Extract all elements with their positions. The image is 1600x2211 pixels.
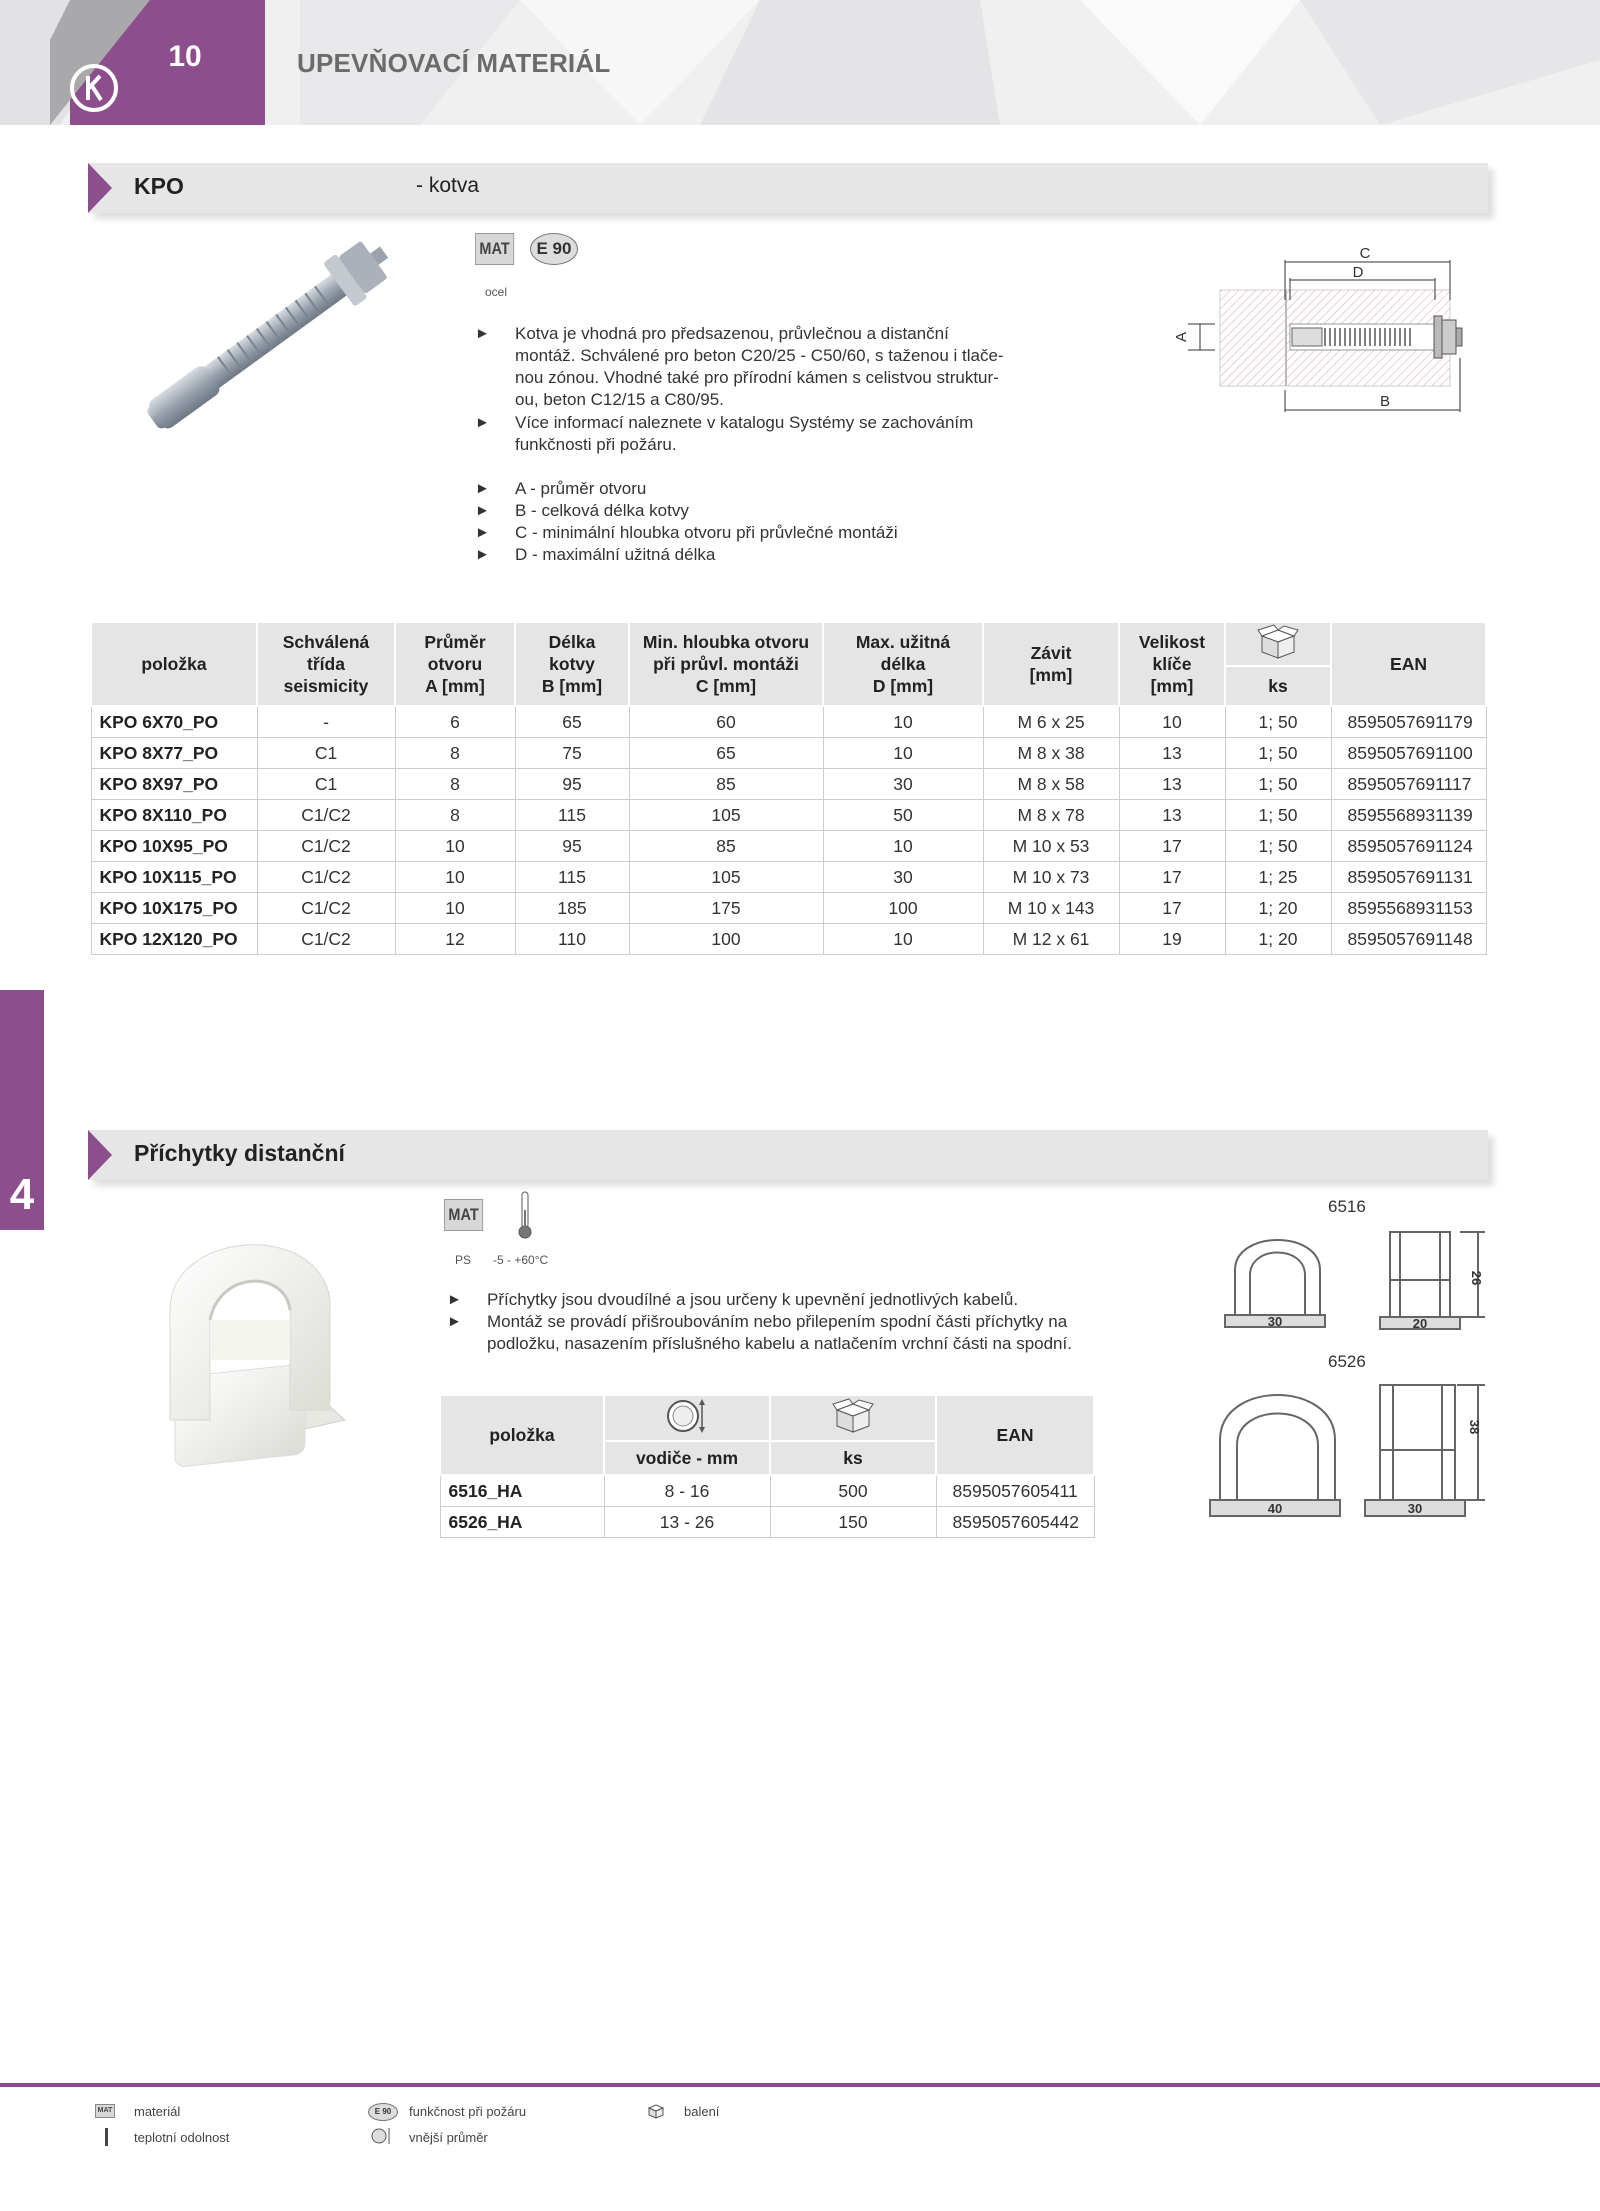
table-cell: 13 xyxy=(1119,738,1225,769)
bullet-arrow-icon: ► xyxy=(475,480,490,497)
table-cell: 115 xyxy=(515,862,629,893)
table-cell: M 6 x 25 xyxy=(983,706,1119,738)
table-cell: KPO 8X110_PO xyxy=(91,800,257,831)
clips-title: Příchytky distanční xyxy=(134,1140,345,1166)
dim-6526-h: 38 xyxy=(1467,1419,1482,1435)
kpo-subtitle: - kotva xyxy=(416,174,480,197)
table-cell: 19 xyxy=(1119,924,1225,955)
table-cell: 1; 50 xyxy=(1225,738,1331,769)
col-seismic: Schválená třída seismicity xyxy=(257,622,395,706)
table-cell: 8 xyxy=(395,769,515,800)
outer-diameter-icon xyxy=(664,1397,710,1435)
drawing-label-6516: 6516 xyxy=(1328,1197,1366,1216)
table-cell: 65 xyxy=(629,738,823,769)
kpo-title: KPO xyxy=(134,173,184,199)
chapter-tab-number: 4 xyxy=(9,1170,35,1219)
table-cell: 13 xyxy=(1119,800,1225,831)
table-cell: 150 xyxy=(770,1507,936,1538)
dim-6526-w2: 30 xyxy=(1407,1501,1423,1516)
table-row xyxy=(91,800,1486,831)
table-cell: 17 xyxy=(1119,862,1225,893)
table-cell: 185 xyxy=(515,893,629,924)
table-cell: 175 xyxy=(629,893,823,924)
table-cell: 8595057691148 xyxy=(1331,924,1486,955)
table-cell: 6516_HA xyxy=(440,1475,604,1507)
table-cell: 6 xyxy=(395,706,515,738)
table-cell: 6526_HA xyxy=(440,1507,604,1538)
table-cell: 8 xyxy=(395,738,515,769)
col-min-depth: Min. hloubka otvoru při průvl. montáži C [mm] xyxy=(629,622,823,706)
table-cell: 10 xyxy=(823,831,983,862)
bullet-line: ou, beton C12/15 a C80/95. xyxy=(515,390,724,409)
table-cell: C1/C2 xyxy=(257,800,395,831)
table-cell: 75 xyxy=(515,738,629,769)
bullet-line: montáž. Schválené pro beton C20/25 - C50/60, s taženou i tlače- xyxy=(515,346,1004,365)
dim-text: D - maximální užitná délka xyxy=(515,545,716,564)
bullet-arrow-icon: ► xyxy=(447,1313,462,1330)
table-cell: 8595057605411 xyxy=(936,1475,1094,1507)
table-cell: 110 xyxy=(515,924,629,955)
diagram-label-c: C xyxy=(1359,245,1371,262)
table-cell: 115 xyxy=(515,800,629,831)
col-item: položka xyxy=(91,622,257,706)
kpo-section-bar xyxy=(88,163,1488,213)
col-diameter-unit: vodiče - mm xyxy=(604,1441,770,1475)
col-pack-unit: ks xyxy=(1225,666,1331,706)
col-thread: Závit [mm] xyxy=(983,622,1119,706)
col-max-length: Max. užitná délka D [mm] xyxy=(823,622,983,706)
diagram-label-a: A xyxy=(1173,331,1190,343)
table-cell: 8595568931153 xyxy=(1331,893,1486,924)
table-cell: C1/C2 xyxy=(257,924,395,955)
legend-diameter: vnější průměr xyxy=(409,2130,488,2145)
table-cell: 17 xyxy=(1119,893,1225,924)
table-row xyxy=(91,924,1486,955)
bullet-line: Více informací naleznete v katalogu Systémy se zachováním xyxy=(515,413,974,432)
table-cell: C1/C2 xyxy=(257,862,395,893)
table-cell: 10 xyxy=(395,831,515,862)
diagram-label-b: B xyxy=(1379,393,1391,410)
footer-divider xyxy=(0,2083,1600,2087)
clips-product-table xyxy=(439,1394,1095,1538)
clip-6526-drawing xyxy=(1205,1375,1490,1535)
bullet-arrow-icon: ► xyxy=(475,546,490,563)
fire-rating-icon: E 90 xyxy=(368,2103,398,2121)
table-cell: 8 xyxy=(395,800,515,831)
table-cell: C1/C2 xyxy=(257,893,395,924)
table-cell: 10 xyxy=(395,893,515,924)
col-pack-icon xyxy=(770,1395,936,1441)
table-cell: 17 xyxy=(1119,831,1225,862)
table-row xyxy=(91,831,1486,862)
table-cell: 10 xyxy=(823,706,983,738)
table-cell: M 10 x 73 xyxy=(983,862,1119,893)
table-cell: M 10 x 143 xyxy=(983,893,1119,924)
bullet-arrow-icon: ► xyxy=(475,524,490,541)
table-row xyxy=(91,769,1486,800)
dim-6516-h: 26 xyxy=(1469,1270,1484,1286)
thermometer-icon xyxy=(517,1190,533,1240)
table-cell: 8 - 16 xyxy=(604,1475,770,1507)
table-cell: KPO 10X175_PO xyxy=(91,893,257,924)
table-cell: 65 xyxy=(515,706,629,738)
table-cell: KPO 10X115_PO xyxy=(91,862,257,893)
col-diameter-icon xyxy=(604,1395,770,1441)
table-cell: 13 xyxy=(1119,769,1225,800)
table-cell: KPO 8X77_PO xyxy=(91,738,257,769)
table-cell: C1/C2 xyxy=(257,831,395,862)
table-cell: 1; 25 xyxy=(1225,862,1331,893)
box-icon xyxy=(831,1398,875,1434)
table-cell: 8595057691179 xyxy=(1331,706,1486,738)
legend-packaging: balení xyxy=(684,2104,720,2119)
table-cell: 1; 20 xyxy=(1225,893,1331,924)
table-cell: 85 xyxy=(629,769,823,800)
dim-6516-w2: 20 xyxy=(1412,1316,1428,1331)
table-cell: 30 xyxy=(823,862,983,893)
table-cell: 1; 20 xyxy=(1225,924,1331,955)
kpo-product-table xyxy=(90,621,1487,955)
mat-icon: MAT xyxy=(95,2104,115,2118)
material-badge-icon: MAT xyxy=(444,1199,483,1231)
table-cell: 10 xyxy=(823,738,983,769)
table-cell: 105 xyxy=(629,800,823,831)
table-cell: KPO 8X97_PO xyxy=(91,769,257,800)
table-cell: 85 xyxy=(629,831,823,862)
fire-rating-badge-icon: E 90 xyxy=(530,233,578,265)
company-logo xyxy=(68,62,120,114)
thermometer-icon xyxy=(105,2128,108,2146)
category-title: UPEVŇOVACÍ MATERIÁL xyxy=(297,48,611,78)
page-header xyxy=(0,0,1600,125)
table-cell: 8595057691131 xyxy=(1331,862,1486,893)
bullet-arrow-icon: ► xyxy=(475,502,490,519)
table-cell: 95 xyxy=(515,769,629,800)
table-row xyxy=(440,1507,1094,1538)
bullet-arrow-icon: ► xyxy=(475,414,490,431)
section-marker-icon xyxy=(88,163,112,213)
col-ean: EAN xyxy=(936,1395,1094,1475)
kpo-material: ocel xyxy=(485,285,508,299)
table-row xyxy=(91,706,1486,738)
table-cell: 8595057691124 xyxy=(1331,831,1486,862)
col-length: Délka kotvy B [mm] xyxy=(515,622,629,706)
table-cell: 13 - 26 xyxy=(604,1507,770,1538)
clips-material: PS xyxy=(455,1253,472,1267)
table-cell: M 8 x 58 xyxy=(983,769,1119,800)
table-cell: 8595057605442 xyxy=(936,1507,1094,1538)
table-cell: - xyxy=(257,706,395,738)
dim-6526-w1: 40 xyxy=(1267,1501,1283,1516)
table-row xyxy=(91,893,1486,924)
table-row xyxy=(440,1475,1094,1507)
legend-material: materiál xyxy=(134,2104,181,2119)
table-cell: 10 xyxy=(823,924,983,955)
table-cell: 1; 50 xyxy=(1225,800,1331,831)
table-cell: 100 xyxy=(629,924,823,955)
table-cell: 10 xyxy=(1119,706,1225,738)
table-cell: 10 xyxy=(395,862,515,893)
table-cell: 50 xyxy=(823,800,983,831)
table-cell: M 10 x 53 xyxy=(983,831,1119,862)
table-cell: 105 xyxy=(629,862,823,893)
table-cell: KPO 10X95_PO xyxy=(91,831,257,862)
clip-6516-drawing xyxy=(1220,1220,1490,1340)
table-cell: 1; 50 xyxy=(1225,706,1331,738)
legend-fire: funkčnost při požáru xyxy=(409,2104,527,2119)
table-cell: 8595568931139 xyxy=(1331,800,1486,831)
clips-table-body xyxy=(440,1475,1094,1538)
table-cell: M 12 x 61 xyxy=(983,924,1119,955)
header-decoration xyxy=(0,0,1600,125)
dim-text: B - celková délka kotvy xyxy=(515,501,689,520)
cable-clip-photo xyxy=(150,1210,360,1480)
legend-temperature: teplotní odolnost xyxy=(134,2130,230,2145)
outer-diameter-icon xyxy=(370,2126,392,2146)
bullet-line: Montáž se provádí přišroubováním nebo přilepením spodní části příchytky na xyxy=(487,1312,1068,1331)
table-cell: 30 xyxy=(823,769,983,800)
box-icon xyxy=(646,2102,666,2120)
page-number: 10 xyxy=(168,40,202,73)
table-cell: 60 xyxy=(629,706,823,738)
table-cell: M 8 x 38 xyxy=(983,738,1119,769)
table-cell: 500 xyxy=(770,1475,936,1507)
table-cell: KPO 6X70_PO xyxy=(91,706,257,738)
clips-temp-range: -5 - +60°C xyxy=(493,1253,549,1267)
col-hole: Průměr otvoru A [mm] xyxy=(395,622,515,706)
anchor-bolt-photo xyxy=(115,230,425,440)
table-cell: 1; 50 xyxy=(1225,831,1331,862)
table-cell: KPO 12X120_PO xyxy=(91,924,257,955)
table-cell: 8595057691117 xyxy=(1331,769,1486,800)
diagram-label-d: D xyxy=(1352,264,1364,281)
col-pack-icon xyxy=(1225,622,1331,666)
section-marker-icon xyxy=(88,1130,112,1180)
col-ean: EAN xyxy=(1331,622,1486,706)
anchor-dimension-diagram xyxy=(1170,240,1500,420)
drawing-label-6526: 6526 xyxy=(1328,1352,1366,1371)
table-cell: 1; 50 xyxy=(1225,769,1331,800)
table-row xyxy=(91,862,1486,893)
bullet-line: funkčnosti při požáru. xyxy=(515,435,677,454)
table-cell: 12 xyxy=(395,924,515,955)
table-cell: 95 xyxy=(515,831,629,862)
col-key: Velikost klíče [mm] xyxy=(1119,622,1225,706)
table-cell: C1 xyxy=(257,769,395,800)
bullet-arrow-icon: ► xyxy=(475,325,490,342)
table-cell: 100 xyxy=(823,893,983,924)
dim-6516-w1: 30 xyxy=(1267,1314,1283,1329)
bullet-line: Kotva je vhodná pro předsazenou, průvlečnou a distanční xyxy=(515,324,949,343)
box-icon xyxy=(1256,624,1300,660)
bullet-line: podložku, nasazením příslušného kabelu a natlačením vrchní části na spodní. xyxy=(487,1334,1072,1353)
clips-section-bar xyxy=(88,1130,1488,1180)
dim-text: A - průměr otvoru xyxy=(515,479,647,498)
table-cell: 8595057691100 xyxy=(1331,738,1486,769)
table-cell: C1 xyxy=(257,738,395,769)
table-cell: M 8 x 78 xyxy=(983,800,1119,831)
bullet-arrow-icon: ► xyxy=(447,1291,462,1308)
col-item: položka xyxy=(440,1395,604,1475)
material-badge-icon: MAT xyxy=(475,233,514,265)
col-pack-unit: ks xyxy=(770,1441,936,1475)
table-row xyxy=(91,738,1486,769)
bullet-line: Příchytky jsou dvoudílné a jsou určeny k upevnění jednotlivých kabelů. xyxy=(487,1290,1019,1309)
kpo-table-body xyxy=(91,706,1486,955)
dim-text: C - minimální hloubka otvoru při průvlečné montáži xyxy=(515,523,898,542)
bullet-line: nou zónou. Vhodné také pro přírodní kámen s celistvou struktur- xyxy=(515,368,999,387)
